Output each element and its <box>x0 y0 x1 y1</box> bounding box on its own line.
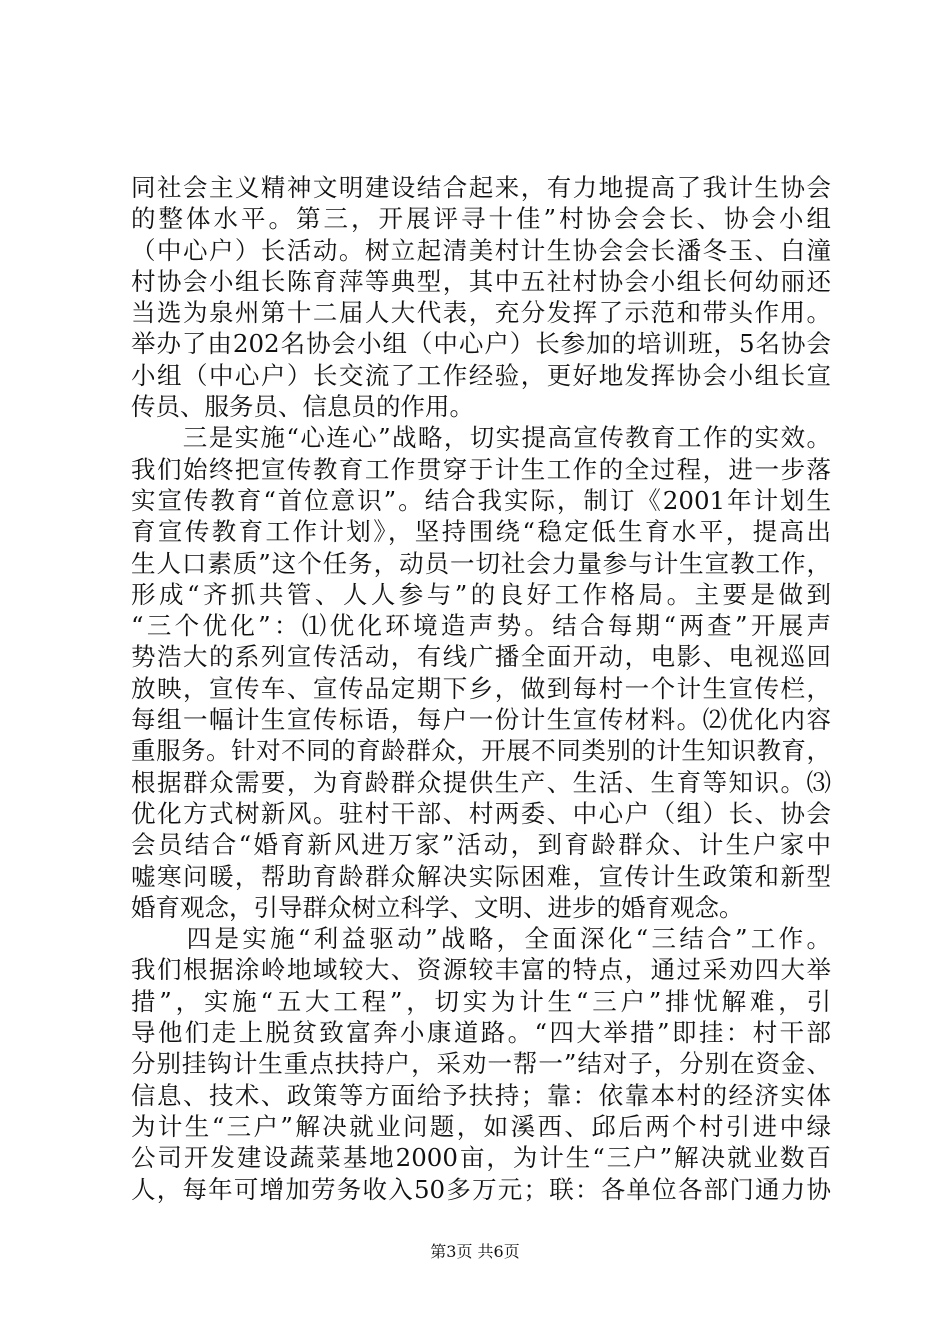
text-line: 措”，实施“五大工程”，切实为计生“三户”排忧解难，引 <box>131 986 831 1016</box>
text-line: 当选为泉州第十二届人大代表，充分发挥了示范和带头作用。 <box>131 298 831 328</box>
text-line: 我们始终把宣传教育工作贯穿于计生工作的全过程，进一步落 <box>131 454 831 484</box>
text-line: 实宣传教育“首位意识”。结合我实际，制订《2001年计划生 <box>131 485 831 515</box>
text-line: （中心户）长活动。树立起清美村计生协会会长潘冬玉、白潼 <box>131 235 831 265</box>
text-line: 人，每年可增加劳务收入50多万元；联：各单位各部门通力协 <box>131 1174 831 1204</box>
text-line: 形成“齐抓共管、人人参与”的良好工作格局。主要是做到 <box>131 579 831 609</box>
text-line: 信息、技术、政策等方面给予扶持；靠：依靠本村的经济实体 <box>131 1080 831 1110</box>
text-line: 生人口素质”这个任务，动员一切社会力量参与计生宣教工作， <box>131 548 831 578</box>
text-line: 小组（中心户）长交流了工作经验，更好地发挥协会小组长宣 <box>131 360 831 390</box>
text-line: 优化方式树新风。驻村干部、村两委、中心户（组）长、协会 <box>131 798 831 828</box>
text-line: 同社会主义精神文明建设结合起来，有力地提高了我计生协会 <box>131 173 831 202</box>
text-line: 导他们走上脱贫致富奔小康道路。“四大举措”即挂：村干部 <box>131 1018 831 1048</box>
text-line: 我们根据涂岭地域较大、资源较丰富的特点，通过采劝四大举 <box>131 955 831 985</box>
text-line: 重服务。针对不同的育龄群众，开展不同类别的计生知识教育， <box>131 736 831 766</box>
text-line: 四是实施“利益驱动”战略，全面深化“三结合”工作。 <box>131 924 831 954</box>
text-line: 公司开发建设蔬菜基地2000亩，为计生“三户”解决就业数百 <box>131 1143 831 1173</box>
text-line: 传员、服务员、信息员的作用。 <box>131 392 474 422</box>
text-line: 放映，宣传车、宣传品定期下乡，做到每村一个计生宣传栏， <box>131 673 831 703</box>
text-line: 会员结合“婚育新风进万家”活动，到育龄群众、计生户家中 <box>131 830 831 860</box>
text-line: 每组一幅计生宣传标语，每户一份计生宣传材料。⑵优化内容 <box>131 705 831 735</box>
text-line: 嘘寒问暖，帮助育龄群众解决实际困难，宣传计生政策和新型 <box>131 861 831 891</box>
page-footer: 第3页 共6页 <box>430 1242 520 1261</box>
text-line: 举办了由202名协会小组（中心户）长参加的培训班，5名协会 <box>131 329 831 359</box>
body-text <box>131 172 831 1205</box>
text-line: 根据群众需要，为育龄群众提供生产、生活、生育等知识。⑶ <box>131 767 831 797</box>
text-line: 三是实施“心连心”战略，切实提高宣传教育工作的实效。 <box>131 423 831 453</box>
text-line: 育宣传教育工作计划》，坚持围绕“稳定低生育水平，提高出 <box>131 517 831 547</box>
text-line: 为计生“三户”解决就业问题，如溪西、邱后两个村引进中绿 <box>131 1111 831 1141</box>
text-line: 的整体水平。第三，开展评寻十佳”村协会会长、协会小组 <box>131 204 831 234</box>
text-line: 婚育观念，引导群众树立科学、文明、进步的婚育观念。 <box>131 892 744 922</box>
text-line: 分别挂钩计生重点扶持户，采劝一帮一”结对子，分别在资金、 <box>131 1049 831 1079</box>
text-line: “三个优化”：⑴优化环境造声势。结合每期“两查”开展声 <box>131 611 831 641</box>
text-line: 村协会小组长陈育萍等典型，其中五社村协会小组长何幼丽还 <box>131 266 831 296</box>
text-line: 势浩大的系列宣传活动，有线广播全面开动，电影、电视巡回 <box>131 642 831 672</box>
